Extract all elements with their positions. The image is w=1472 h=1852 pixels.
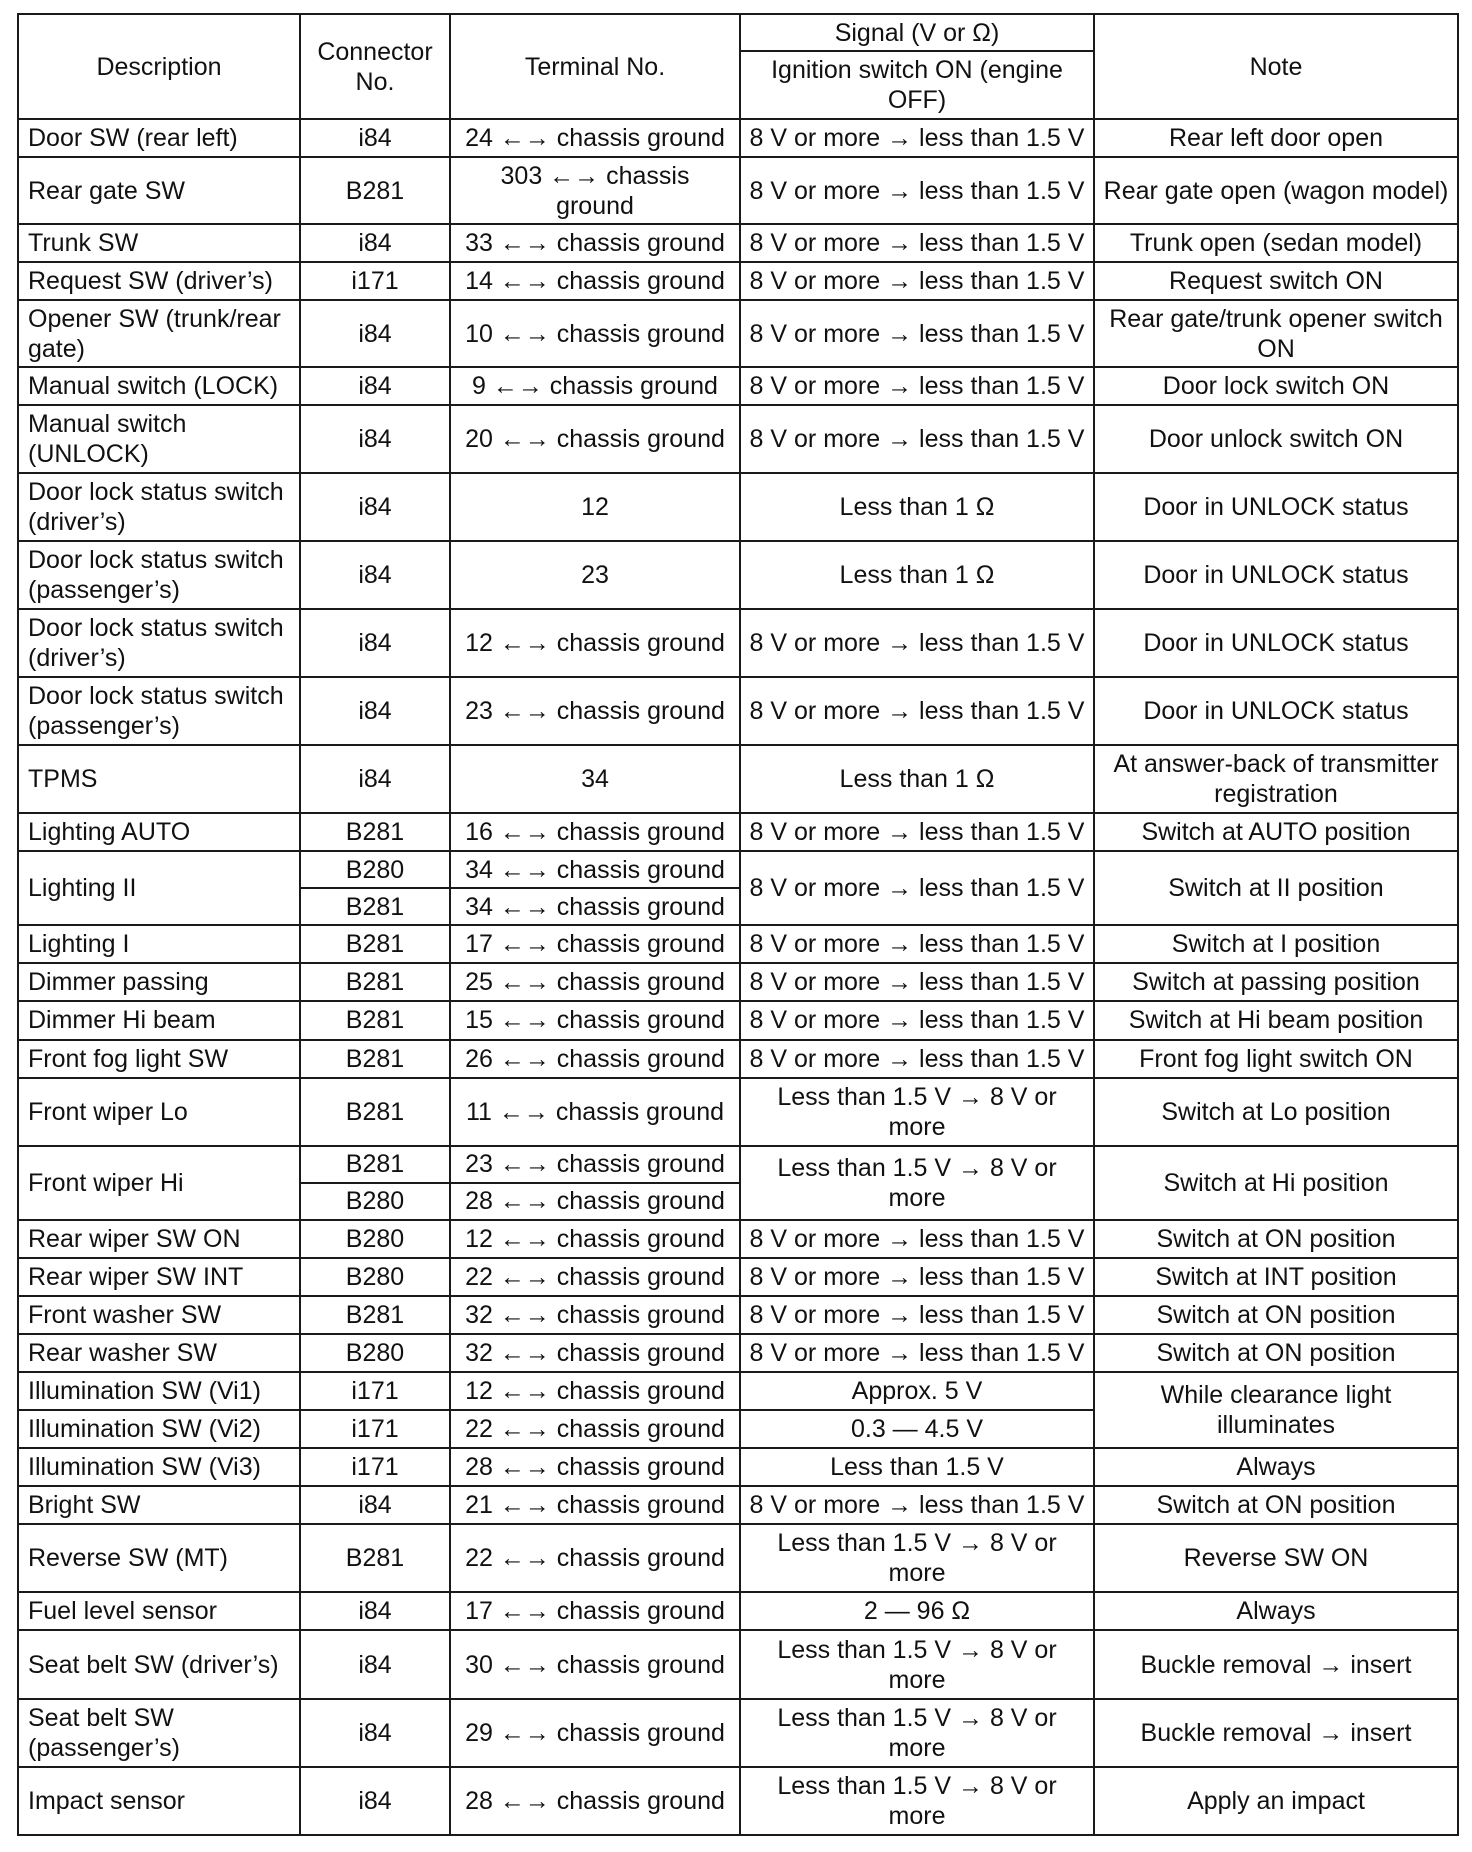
- note-cell: Switch at I position: [1094, 925, 1458, 963]
- table-row: [18, 963, 1458, 1001]
- signal-cell: 8 V or more → less than 1.5 V: [740, 1040, 1094, 1078]
- signal-cell: Less than 1 Ω: [740, 745, 1094, 813]
- connector-cell: B280: [300, 1220, 450, 1258]
- description-cell: Dimmer passing: [18, 963, 300, 1001]
- header-connector: Connector No.: [300, 14, 450, 119]
- connector-cell: i171: [300, 1410, 450, 1448]
- note-cell: Switch at passing position: [1094, 963, 1458, 1001]
- description-cell: Request SW (driver’s): [18, 262, 300, 300]
- description-cell: Impact sensor: [18, 1767, 300, 1835]
- terminal-cell: 21 ←→ chassis ground: [450, 1486, 740, 1524]
- terminal-cell: 10 ←→ chassis ground: [450, 300, 740, 367]
- signal-cell: 8 V or more → less than 1.5 V: [740, 963, 1094, 1001]
- table-row: [18, 1146, 1458, 1183]
- description-cell: Lighting I: [18, 925, 300, 963]
- note-cell: Rear gate open (wagon model): [1094, 157, 1458, 224]
- terminal-cell: 9 ←→ chassis ground: [450, 367, 740, 405]
- table-row: [18, 1372, 1458, 1410]
- table-row: [18, 677, 1458, 745]
- connector-cell: i171: [300, 262, 450, 300]
- table-row: [18, 1040, 1458, 1078]
- description-cell: Front fog light SW: [18, 1040, 300, 1078]
- connector-cell: i84: [300, 367, 450, 405]
- note-cell: Door in UNLOCK status: [1094, 541, 1458, 609]
- description-cell: Seat belt SW (driver’s): [18, 1630, 300, 1698]
- description-cell: Lighting II: [18, 851, 300, 925]
- signal-cell: 8 V or more → less than 1.5 V: [740, 925, 1094, 963]
- signal-cell: Less than 1.5 V → 8 V or more: [740, 1524, 1094, 1592]
- table-row: [18, 851, 1458, 888]
- terminal-cell: 14 ←→ chassis ground: [450, 262, 740, 300]
- terminal-cell: 28 ←→ chassis ground: [450, 1448, 740, 1486]
- table-row: [18, 1699, 1458, 1767]
- description-cell: Door SW (rear left): [18, 119, 300, 157]
- connector-cell: i84: [300, 1699, 450, 1767]
- connector-cell: i84: [300, 1630, 450, 1698]
- signal-cell: Approx. 5 V: [740, 1372, 1094, 1410]
- header-terminal: Terminal No.: [450, 14, 740, 119]
- table-row: [18, 1486, 1458, 1524]
- terminal-cell: 303 ←→ chassis ground: [450, 157, 740, 224]
- table-row: [18, 1296, 1458, 1334]
- connector-cell: i84: [300, 609, 450, 677]
- terminal-cell: 16 ←→ chassis ground: [450, 813, 740, 851]
- signal-cell: 8 V or more → less than 1.5 V: [740, 224, 1094, 262]
- signal-cell: Less than 1 Ω: [740, 473, 1094, 541]
- terminal-cell: 34 ←→ chassis ground: [450, 851, 740, 888]
- table-row: [18, 1767, 1458, 1835]
- description-cell: Bright SW: [18, 1486, 300, 1524]
- connector-cell: B281: [300, 888, 450, 925]
- signal-cell: 8 V or more → less than 1.5 V: [740, 1296, 1094, 1334]
- signal-cell: 2 — 96 Ω: [740, 1592, 1094, 1630]
- terminal-cell: 23: [450, 541, 740, 609]
- connector-cell: B281: [300, 1078, 450, 1146]
- signal-cell: Less than 1 Ω: [740, 541, 1094, 609]
- signal-cell: 8 V or more → less than 1.5 V: [740, 157, 1094, 224]
- note-cell: Switch at ON position: [1094, 1296, 1458, 1334]
- terminal-signal-table: [17, 13, 1459, 1836]
- note-cell: Door lock switch ON: [1094, 367, 1458, 405]
- connector-cell: i84: [300, 677, 450, 745]
- connector-cell: B281: [300, 1296, 450, 1334]
- table-row: [18, 1524, 1458, 1592]
- connector-cell: i84: [300, 405, 450, 472]
- header-note: Note: [1094, 14, 1458, 119]
- terminal-cell: 28 ←→ chassis ground: [450, 1767, 740, 1835]
- signal-cell: 8 V or more → less than 1.5 V: [740, 1486, 1094, 1524]
- connector-cell: i84: [300, 300, 450, 367]
- description-cell: Door lock status switch (passenger’s): [18, 677, 300, 745]
- connector-cell: B280: [300, 851, 450, 888]
- connector-cell: B281: [300, 157, 450, 224]
- terminal-cell: 29 ←→ chassis ground: [450, 1699, 740, 1767]
- note-cell: Switch at ON position: [1094, 1220, 1458, 1258]
- table-row: [18, 1078, 1458, 1146]
- note-cell: Switch at ON position: [1094, 1334, 1458, 1372]
- connector-cell: B280: [300, 1334, 450, 1372]
- table-row: [18, 405, 1458, 472]
- note-cell: Switch at ON position: [1094, 1486, 1458, 1524]
- signal-cell: 8 V or more → less than 1.5 V: [740, 677, 1094, 745]
- connector-cell: i84: [300, 473, 450, 541]
- note-cell: Door in UNLOCK status: [1094, 677, 1458, 745]
- terminal-cell: 26 ←→ chassis ground: [450, 1040, 740, 1078]
- signal-cell: 8 V or more → less than 1.5 V: [740, 405, 1094, 472]
- header-description: Description: [18, 14, 300, 119]
- note-cell: Door in UNLOCK status: [1094, 609, 1458, 677]
- description-cell: Rear washer SW: [18, 1334, 300, 1372]
- description-cell: Door lock status switch (driver’s): [18, 609, 300, 677]
- signal-cell: 0.3 — 4.5 V: [740, 1410, 1094, 1448]
- signal-cell: 8 V or more → less than 1.5 V: [740, 367, 1094, 405]
- table-row: [18, 473, 1458, 541]
- table-row: [18, 119, 1458, 157]
- table-row: [18, 609, 1458, 677]
- connector-cell: B280: [300, 1258, 450, 1296]
- table-row: [18, 367, 1458, 405]
- note-cell: While clearance light illuminates: [1094, 1372, 1458, 1448]
- description-cell: Rear wiper SW ON: [18, 1220, 300, 1258]
- connector-cell: B280: [300, 1183, 450, 1220]
- table-row: [18, 925, 1458, 963]
- connector-cell: i84: [300, 119, 450, 157]
- table-row: [18, 157, 1458, 224]
- table-row: [18, 1592, 1458, 1630]
- connector-cell: i171: [300, 1448, 450, 1486]
- signal-cell: 8 V or more → less than 1.5 V: [740, 813, 1094, 851]
- terminal-cell: 28 ←→ chassis ground: [450, 1183, 740, 1220]
- connector-cell: i84: [300, 1486, 450, 1524]
- description-cell: TPMS: [18, 745, 300, 813]
- note-cell: Switch at II position: [1094, 851, 1458, 925]
- table-row: [18, 541, 1458, 609]
- description-cell: Manual switch (UNLOCK): [18, 405, 300, 472]
- signal-cell: 8 V or more → less than 1.5 V: [740, 1220, 1094, 1258]
- connector-cell: B281: [300, 1524, 450, 1592]
- description-cell: Dimmer Hi beam: [18, 1001, 300, 1039]
- table-row: [18, 224, 1458, 262]
- table-row: [18, 1448, 1458, 1486]
- connector-cell: B281: [300, 1146, 450, 1183]
- connector-cell: i84: [300, 541, 450, 609]
- table-row: [18, 262, 1458, 300]
- note-cell: Switch at AUTO position: [1094, 813, 1458, 851]
- connector-cell: i84: [300, 224, 450, 262]
- description-cell: Lighting AUTO: [18, 813, 300, 851]
- connector-cell: B281: [300, 1001, 450, 1039]
- header-signal-condition: Ignition switch ON (engine OFF): [740, 51, 1094, 119]
- terminal-cell: 23 ←→ chassis ground: [450, 1146, 740, 1183]
- header-signal: Signal (V or Ω): [740, 14, 1094, 51]
- terminal-cell: 22 ←→ chassis ground: [450, 1524, 740, 1592]
- signal-cell: 8 V or more → less than 1.5 V: [740, 1001, 1094, 1039]
- terminal-cell: 17 ←→ chassis ground: [450, 1592, 740, 1630]
- terminal-cell: 24 ←→ chassis ground: [450, 119, 740, 157]
- terminal-cell: 12 ←→ chassis ground: [450, 1220, 740, 1258]
- table-row: [18, 1630, 1458, 1698]
- signal-cell: Less than 1.5 V → 8 V or more: [740, 1699, 1094, 1767]
- terminal-cell: 17 ←→ chassis ground: [450, 925, 740, 963]
- description-cell: Front wiper Lo: [18, 1078, 300, 1146]
- description-cell: Trunk SW: [18, 224, 300, 262]
- description-cell: Illumination SW (Vi1): [18, 1372, 300, 1410]
- signal-cell: 8 V or more → less than 1.5 V: [740, 262, 1094, 300]
- description-cell: Front washer SW: [18, 1296, 300, 1334]
- table-row: [18, 1001, 1458, 1039]
- terminal-cell: 32 ←→ chassis ground: [450, 1334, 740, 1372]
- description-cell: Door lock status switch (passenger’s): [18, 541, 300, 609]
- connector-cell: i84: [300, 1592, 450, 1630]
- connector-cell: B281: [300, 813, 450, 851]
- note-cell: Switch at Lo position: [1094, 1078, 1458, 1146]
- terminal-cell: 12 ←→ chassis ground: [450, 609, 740, 677]
- description-cell: Door lock status switch (driver’s): [18, 473, 300, 541]
- connector-cell: i84: [300, 745, 450, 813]
- description-cell: Illumination SW (Vi2): [18, 1410, 300, 1448]
- terminal-cell: 32 ←→ chassis ground: [450, 1296, 740, 1334]
- table-row: [18, 300, 1458, 367]
- note-cell: Request switch ON: [1094, 262, 1458, 300]
- note-cell: Buckle removal → insert: [1094, 1699, 1458, 1767]
- note-cell: At answer-back of transmitter registration: [1094, 745, 1458, 813]
- note-cell: Trunk open (sedan model): [1094, 224, 1458, 262]
- connector-cell: B281: [300, 963, 450, 1001]
- note-cell: Reverse SW ON: [1094, 1524, 1458, 1592]
- note-cell: Door unlock switch ON: [1094, 405, 1458, 472]
- connector-cell: B281: [300, 925, 450, 963]
- note-cell: Always: [1094, 1448, 1458, 1486]
- terminal-cell: 33 ←→ chassis ground: [450, 224, 740, 262]
- signal-cell: 8 V or more → less than 1.5 V: [740, 119, 1094, 157]
- terminal-cell: 23 ←→ chassis ground: [450, 677, 740, 745]
- table-row: [18, 1334, 1458, 1372]
- description-cell: Rear gate SW: [18, 157, 300, 224]
- connector-cell: B281: [300, 1040, 450, 1078]
- signal-cell: Less than 1.5 V → 8 V or more: [740, 1630, 1094, 1698]
- table-row: [18, 813, 1458, 851]
- terminal-cell: 34 ←→ chassis ground: [450, 888, 740, 925]
- description-cell: Opener SW (trunk/rear gate): [18, 300, 300, 367]
- terminal-cell: 15 ←→ chassis ground: [450, 1001, 740, 1039]
- note-cell: Apply an impact: [1094, 1767, 1458, 1835]
- connector-cell: i171: [300, 1372, 450, 1410]
- signal-cell: 8 V or more → less than 1.5 V: [740, 609, 1094, 677]
- note-cell: Switch at Hi beam position: [1094, 1001, 1458, 1039]
- signal-cell: Less than 1.5 V: [740, 1448, 1094, 1486]
- terminal-cell: 25 ←→ chassis ground: [450, 963, 740, 1001]
- terminal-cell: 22 ←→ chassis ground: [450, 1410, 740, 1448]
- signal-cell: 8 V or more → less than 1.5 V: [740, 300, 1094, 367]
- note-cell: Rear left door open: [1094, 119, 1458, 157]
- signal-cell: 8 V or more → less than 1.5 V: [740, 1258, 1094, 1296]
- note-cell: Rear gate/trunk opener switch ON: [1094, 300, 1458, 367]
- note-cell: Switch at Hi position: [1094, 1146, 1458, 1220]
- terminal-cell: 12: [450, 473, 740, 541]
- note-cell: Switch at INT position: [1094, 1258, 1458, 1296]
- terminal-cell: 12 ←→ chassis ground: [450, 1372, 740, 1410]
- signal-cell: Less than 1.5 V → 8 V or more: [740, 1146, 1094, 1220]
- note-cell: Front fog light switch ON: [1094, 1040, 1458, 1078]
- terminal-cell: 11 ←→ chassis ground: [450, 1078, 740, 1146]
- signal-cell: 8 V or more → less than 1.5 V: [740, 851, 1094, 925]
- connector-cell: i84: [300, 1767, 450, 1835]
- table-row: [18, 1258, 1458, 1296]
- signal-cell: Less than 1.5 V → 8 V or more: [740, 1078, 1094, 1146]
- description-cell: Seat belt SW (passenger’s): [18, 1699, 300, 1767]
- terminal-cell: 22 ←→ chassis ground: [450, 1258, 740, 1296]
- terminal-cell: 30 ←→ chassis ground: [450, 1630, 740, 1698]
- note-cell: Door in UNLOCK status: [1094, 473, 1458, 541]
- signal-cell: 8 V or more → less than 1.5 V: [740, 1334, 1094, 1372]
- signal-cell: Less than 1.5 V → 8 V or more: [740, 1767, 1094, 1835]
- description-cell: Manual switch (LOCK): [18, 367, 300, 405]
- description-cell: Rear wiper SW INT: [18, 1258, 300, 1296]
- terminal-cell: 20 ←→ chassis ground: [450, 405, 740, 472]
- description-cell: Reverse SW (MT): [18, 1524, 300, 1592]
- description-cell: Front wiper Hi: [18, 1146, 300, 1220]
- description-cell: Fuel level sensor: [18, 1592, 300, 1630]
- table-row: [18, 745, 1458, 813]
- table-row: [18, 1220, 1458, 1258]
- description-cell: Illumination SW (Vi3): [18, 1448, 300, 1486]
- note-cell: Always: [1094, 1592, 1458, 1630]
- note-cell: Buckle removal → insert: [1094, 1630, 1458, 1698]
- terminal-cell: 34: [450, 745, 740, 813]
